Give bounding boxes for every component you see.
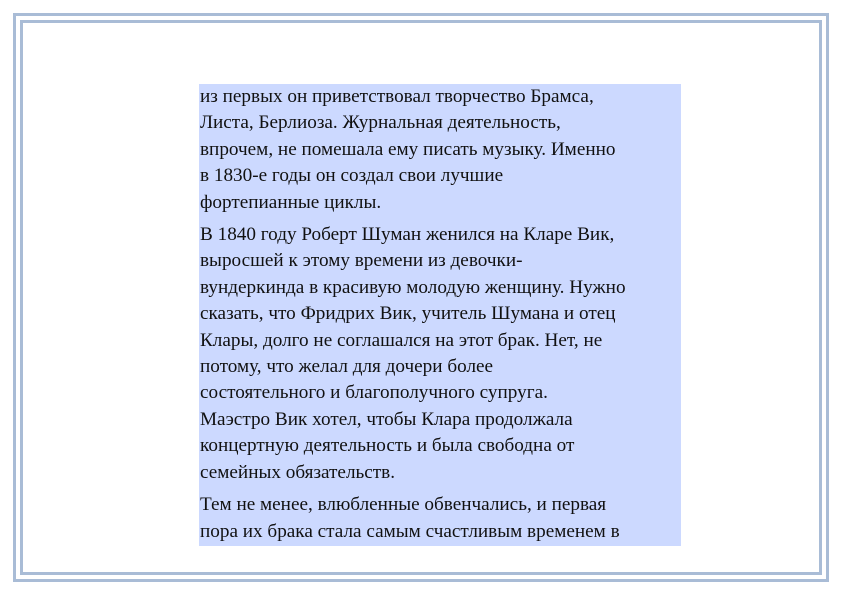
text-line: пора их брака стала самым счастливым временем в: [200, 520, 620, 542]
text-line: в 1830-е годы он создал свои лучшие: [200, 165, 504, 187]
text-line: сказать, что Фридрих Вик, учитель Шумана и отец: [200, 303, 616, 325]
highlighted-text-block: [199, 84, 681, 546]
text-line: семейных обязательств.: [200, 461, 396, 483]
text-line: впрочем, не помешала ему писать музыку. Именно: [200, 138, 616, 160]
text-line: выросшей к этому времени из девочки-: [200, 250, 523, 272]
text-line: Листа, Берлиоза. Журнальная деятельность,: [200, 112, 561, 134]
paragraph-2: [199, 222, 681, 486]
paragraph-1: [199, 84, 681, 216]
text-line: концертную деятельность и была свободна от: [200, 435, 575, 457]
text-line: вундеркинда в красивую молодую женщину. Нужно: [200, 276, 626, 298]
text-line: Тем не менее, влюбленные обвенчались, и первая: [200, 494, 607, 516]
text-line: потому, что желал для дочери более: [200, 356, 494, 378]
text-line: Маэстро Вик хотел, чтобы Клара продолжала: [200, 408, 573, 430]
paragraph-3: [199, 492, 681, 545]
text-line: из первых он приветствовал творчество Брамса,: [200, 86, 594, 107]
text-line: В 1840 году Роберт Шуман женился на Кларе Вик,: [200, 224, 615, 246]
text-line: состоятельного и благополучного супруга.: [200, 382, 548, 404]
text-line: фортепианные циклы.: [200, 191, 382, 213]
text-line: Клары, долго не соглашался на этот брак. Нет, не: [200, 329, 603, 351]
